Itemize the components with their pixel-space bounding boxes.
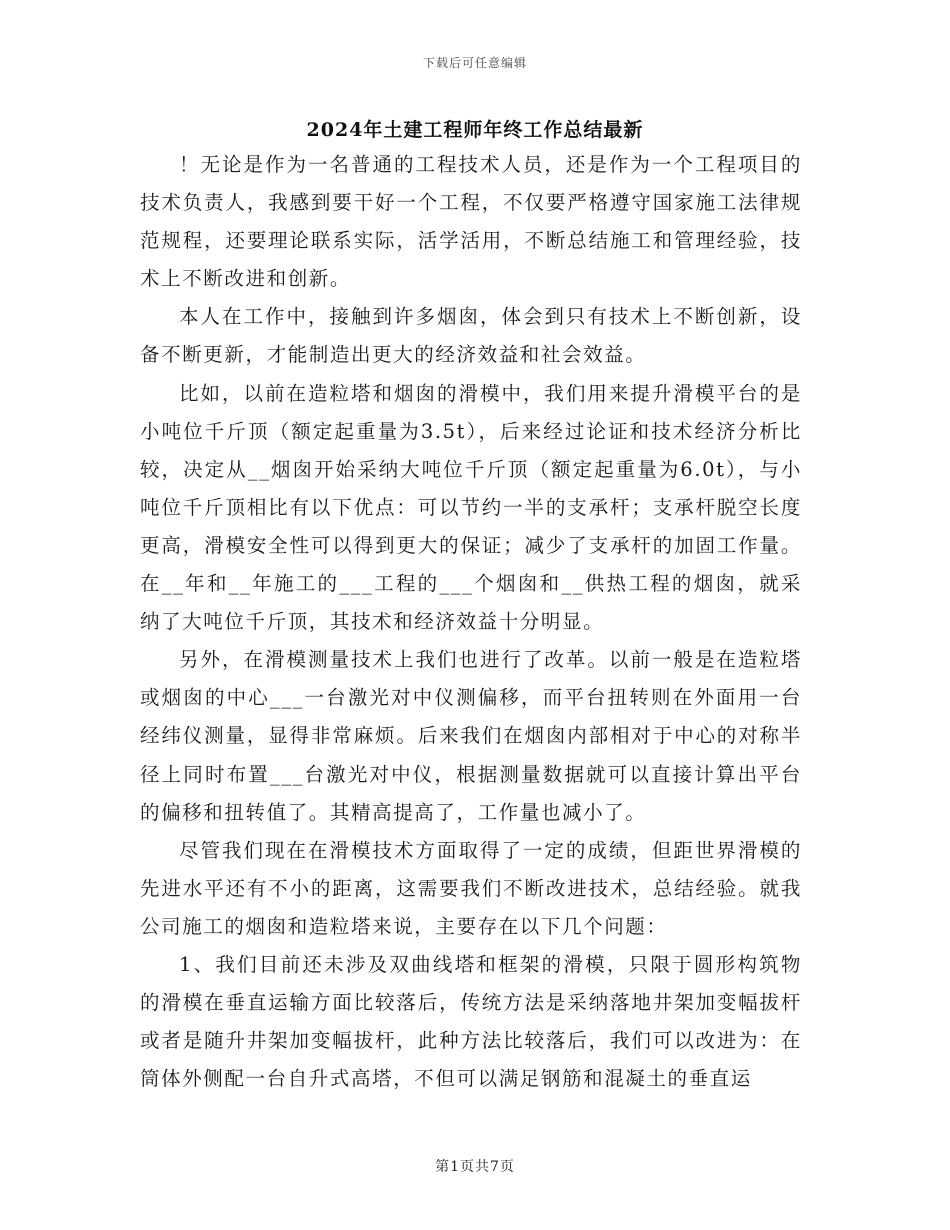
header-note: 下载后可任意编辑 (422, 56, 527, 70)
paragraph: 1、我们目前还未涉及双曲线塔和框架的滑模，只限于圆形构筑物的滑模在垂直运输方面比较落后，传统方法是采纳落地井架加变幅拔杆或者是随升井架加变幅拔杆，此种方法比较落后，我们可以改进为：在筒体外侧配一台自升式高塔，不但可以满足钢筋和混凝土的垂直运 (140, 952, 802, 1091)
paragraph: ！无论是作为一名普通的工程技术人员，还是作为一个工程项目的技术负责人，我感到要干好一个工程，不仅要严格遵守国家施工法律规范规程，还要理论联系实际，活学活用，不断总结施工和管理经验，技术上不断改进和创新。 (140, 153, 802, 291)
paragraph: 本人在工作中，接触到许多烟囱，体会到只有技术上不断创新，设备不断更新，才能制造出更大的经济效益和社会效益。 (140, 305, 802, 367)
document-body (140, 146, 802, 1098)
paragraph: 另外，在滑模测量技术上我们也进行了改革。以前一般是在造粒塔或烟囱的中心___一台激光对中仪测偏移，而平台扭转则在外面用一台经纬仪测量，显得非常麻烦。后来我们在烟囱内部相对于中心的对称半径上同时布置___台激光对中仪，根据测量数据就可以直接计算出平台的偏移和扭转值了。其精高提高了，工作量也减小了。 (140, 648, 802, 824)
paragraph: 尽管我们现在在滑模技术方面取得了一定的成绩，但距世界滑模的先进水平还有不小的距离，这需要我们不断改进技术，总结经验。就我公司施工的烟囱和造粒塔来说，主要存在以下几个问题： (140, 838, 802, 938)
document-title: 2024年土建工程师年终工作总结最新 (306, 119, 644, 141)
paragraph: 比如，以前在造粒塔和烟囱的滑模中，我们用来提升滑模平台的是小吨位千斤顶（额定起重量为3.5t），后来经过论证和技术经济分析比较，决定从__烟囱开始采纳大吨位千斤顶（额定起重量为6.0t），与小吨位千斤顶相比有以下优点：可以节约一半的支承杆；支承杆脱空长度更高，滑模安全性可以得到更大的保证；减少了支承杆的加固工作量。在__年和__年施工的___工程的___个烟囱和__供热工程的烟囱，就采纳了大吨位千斤顶，其技术和经济效益十分明显。 (140, 381, 802, 634)
page-number: 第1页共7页 (435, 1159, 515, 1175)
